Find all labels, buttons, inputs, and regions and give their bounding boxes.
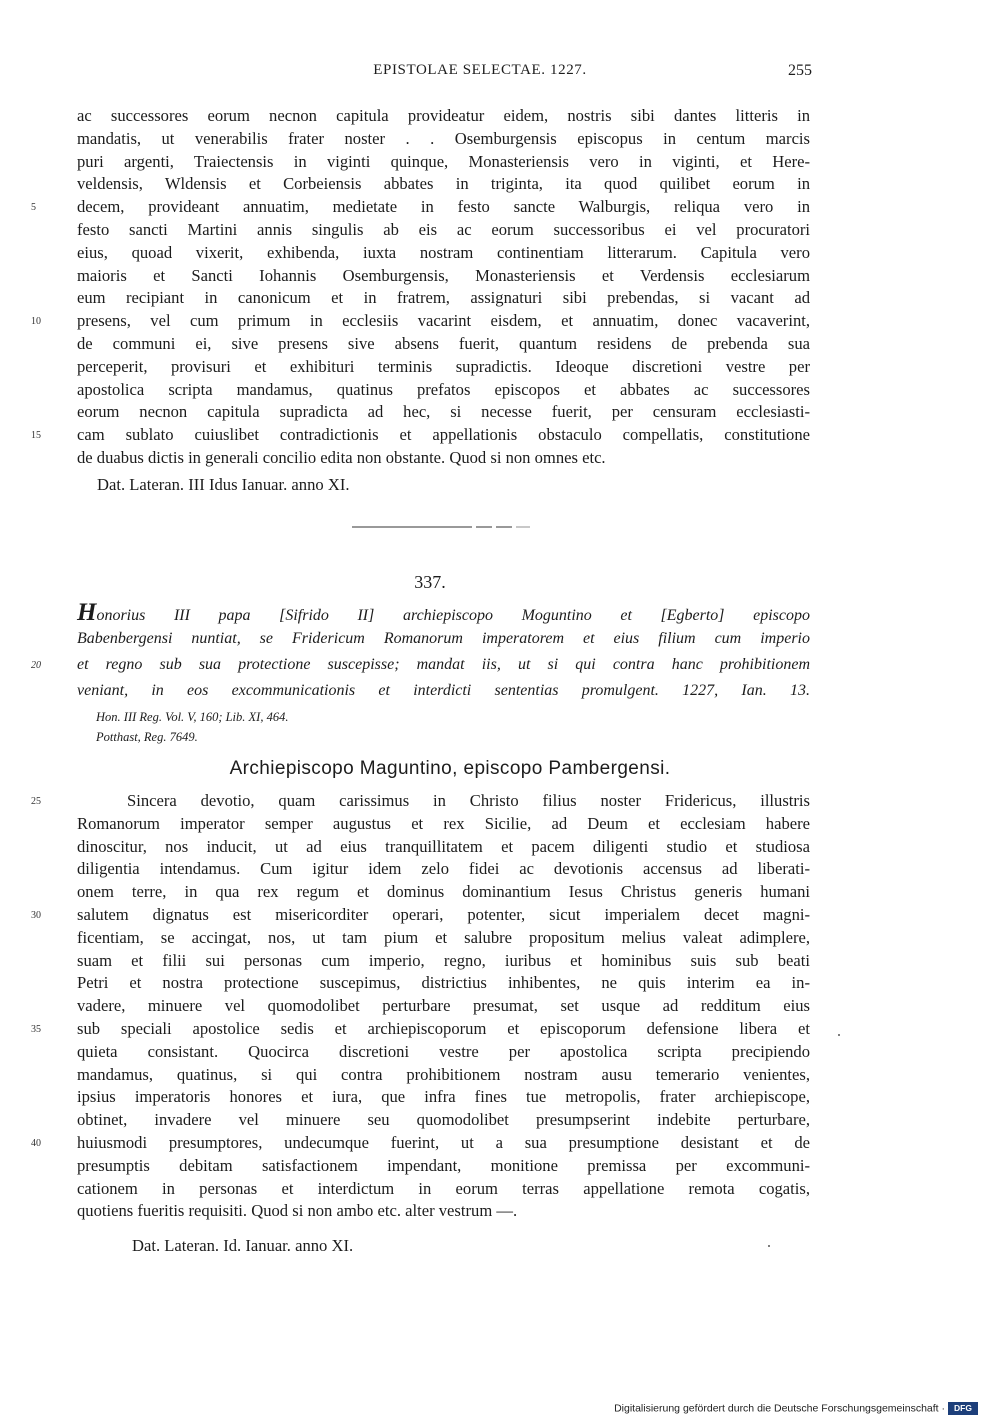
body-line-content: Sincera devotio, quam carissimus in Christo filius noster Fridericus, illustris xyxy=(127,791,810,810)
summary-line-content: et regno sub sua protectione suscepisse; mandat iis, ut si qui contra hanc prohibitionem xyxy=(77,656,810,673)
body-line: Romanorum imperator semper augustus et rex Sicilie, ad Deum et ecclesiam habere xyxy=(77,813,810,833)
references xyxy=(96,707,496,747)
body-line: suam et filii sui personas cum imperio, regno, iuribus et hominibus suis sub beati xyxy=(77,950,810,970)
digitization-credit xyxy=(614,1402,978,1418)
body-line-content: huiusmodi presumptores, undecumque fuerint, ut a sua presumptione desistant et de xyxy=(77,1132,810,1152)
summary-line-content: onorius III papa [Sifrido II] archiepiscopo Moguntino et [Egberto] episcopo xyxy=(96,607,810,624)
body-line-numbered xyxy=(31,904,810,927)
text-line: apostolica scripta mandamus, quatinus prefatos episcopos et abbates ac successores xyxy=(77,379,810,399)
summary-initial: H xyxy=(77,599,97,626)
line-number: 5 xyxy=(31,202,36,214)
line-number: 35 xyxy=(31,1023,41,1035)
text-line: veldensis, Wldensis et Corbeiensis abbates in triginta, ita quod quilibet eorum in xyxy=(77,174,810,194)
text-line-numbered xyxy=(31,196,810,219)
letter-number: 337. xyxy=(414,572,446,592)
letter-summary xyxy=(31,599,810,704)
text-line: puri argenti, Traiectensis in viginti quinque, Monasteriensis vero in viginti, et Here- xyxy=(77,151,810,171)
body-line-content: salutem dignatus est misericorditer operari, potenter, sicut imperialem decet magni- xyxy=(77,904,810,924)
summary-line xyxy=(77,600,810,626)
credit-text: Digitalisierung gefördert durch die Deutsche Forschungsgemeinschaft · xyxy=(614,1402,945,1415)
text-line-numbered xyxy=(31,424,810,447)
body-line: quieta consistant. Quocirca discretioni vestre per apostolica scripta precipiendo xyxy=(77,1041,810,1061)
page-number: 255 xyxy=(788,62,812,79)
body-line-numbered xyxy=(31,790,810,813)
text-line: festo sancti Martini annis singulis ab eis ac eorum successoribus ei vel procuratori xyxy=(77,219,810,239)
reference-line: Potthast, Reg. 7649. xyxy=(96,730,198,744)
summary-line: Babenbergensi nuntiat, se Fridericum Romanorum imperatorem et eius filium cum imperio xyxy=(77,630,810,647)
text-block-continuation xyxy=(31,105,810,470)
text-line: mandatis, ut venerabilis frater noster . . Osemburgensis episcopus in centum marcis xyxy=(77,128,810,148)
body-line: vadere, minuere vel quomodolibet perturbare presumat, set usque ad redditum eius xyxy=(77,996,810,1016)
body-line: ficentiam, se accingat, nos, ut tam pium et salubre propositum melius valeat adimplere, xyxy=(77,927,810,947)
body-line: ipsius imperatoris honores et iura, que infra fines tue metropolis, frater archiepiscope, xyxy=(77,1087,810,1107)
scan-speck xyxy=(768,1245,770,1247)
line-number: 20 xyxy=(31,660,41,671)
text-line: maioris et Sancti Iohannis Osemburgensis, Monasteriensis et Verdensis ecclesiarum xyxy=(77,265,810,285)
text-line: ac successores eorum necnon capitula provideatur eidem, nostris sibi dantes litteris in xyxy=(77,106,810,125)
text-line-content: cam sublato cuiuslibet contradictionis et appellationis obstaculo compellatis, constitutione xyxy=(77,425,810,445)
body-line-numbered xyxy=(31,1018,810,1041)
dating-clause: Dat. Lateran. Id. Ianuar. anno XI. xyxy=(132,1236,354,1255)
text-line: perceperit, provisuri et exhibituri terminis supradictis. Ideoque discretioni vestre per xyxy=(77,356,810,376)
body-line: obtinet, invadere vel minuere seu quomodolibet presumpserint indebite perturbare, xyxy=(77,1110,810,1130)
section-separator xyxy=(352,525,532,529)
body-line: dinoscitur, nos inducit, ut ad eius tranquillitatem et pacem diligenti studio et studiosa xyxy=(77,836,810,856)
text-line-content: presens, vel cum primum in ecclesiis vacarint eisdem, et annuatim, donec vacaverint, xyxy=(77,311,810,331)
text-line: de duabus dictis in generali concilio edita non obstante. Quod si non omnes etc. xyxy=(77,447,606,467)
line-number: 25 xyxy=(31,796,41,807)
body-line: onem terre, in qua rex regum et dominus dominantium Iesus Christus generis humani xyxy=(77,882,810,902)
line-number: 40 xyxy=(31,1137,41,1149)
letter-body xyxy=(31,790,810,1223)
page-header xyxy=(0,62,1000,86)
text-line: eum recipiant in canonicum et in fratrem, assignaturi sibi prebendas, si vacant ad xyxy=(77,288,810,308)
reference-line: Hon. III Reg. Vol. V, 160; Lib. XI, 464. xyxy=(96,710,289,724)
body-line: Petri et nostra protectione suscepimus, districtius inhibentes, ne quis interim ea in- xyxy=(77,973,810,993)
body-line-numbered xyxy=(31,1132,810,1155)
body-line: quotiens fueritis requisiti. Quod si non ambo etc. alter vestrum —. xyxy=(77,1201,518,1221)
line-number: 30 xyxy=(31,909,41,921)
dating-clause: Dat. Lateran. III Idus Ianuar. anno XI. xyxy=(97,475,350,494)
body-line: presumptis debitam satisfactionem impendant, monitione premissa per excommuni- xyxy=(77,1155,810,1175)
line-number: 15 xyxy=(31,430,41,442)
text-line: eius, quoad vixerit, exhibenda, iuxta nostram continentiam litterarum. Capitula vero xyxy=(77,242,810,262)
text-line: de communi ei, sive presens sive absens fuerit, quantum residens de prebenda sua xyxy=(77,333,810,353)
line-number: 10 xyxy=(31,316,41,328)
running-title: EPISTOLAE SELECTAE. 1227. xyxy=(373,62,587,78)
body-line: mandamus, quatinus, si qui contra prohibitionem nostram ausu temerario venientes, xyxy=(77,1064,810,1084)
letter-address: Archiepiscopo Maguntino, episcopo Pambergensi. xyxy=(229,758,671,779)
body-line-content: sub speciali apostolice sedis et archiepiscoporum et episcoporum defensione libera et xyxy=(77,1018,810,1038)
scan-speck xyxy=(838,1034,840,1036)
body-line: cationem in personas et interdictum in eorum terras appellatione remota cogatis, xyxy=(77,1178,810,1198)
body-line: diligentia intendamus. Cum igitur idem zelo fidei ac devotionis accensus ad liberati- xyxy=(77,859,810,879)
text-line-numbered xyxy=(31,310,810,333)
text-line: eorum necnon capitula supradicta ad hec, si necesse fuerit, per censuram ecclesiasti- xyxy=(77,402,810,422)
dfg-logo: DFG xyxy=(948,1402,978,1415)
summary-line: veniant, in eos excommunicationis et interdicti sententias promulgent. 1227, Ian. 13. xyxy=(77,682,810,699)
text-line-content: decem, provideant annuatim, medietate in festo sancte Walburgis, reliqua vero in xyxy=(77,197,810,217)
summary-line-numbered xyxy=(31,652,810,678)
